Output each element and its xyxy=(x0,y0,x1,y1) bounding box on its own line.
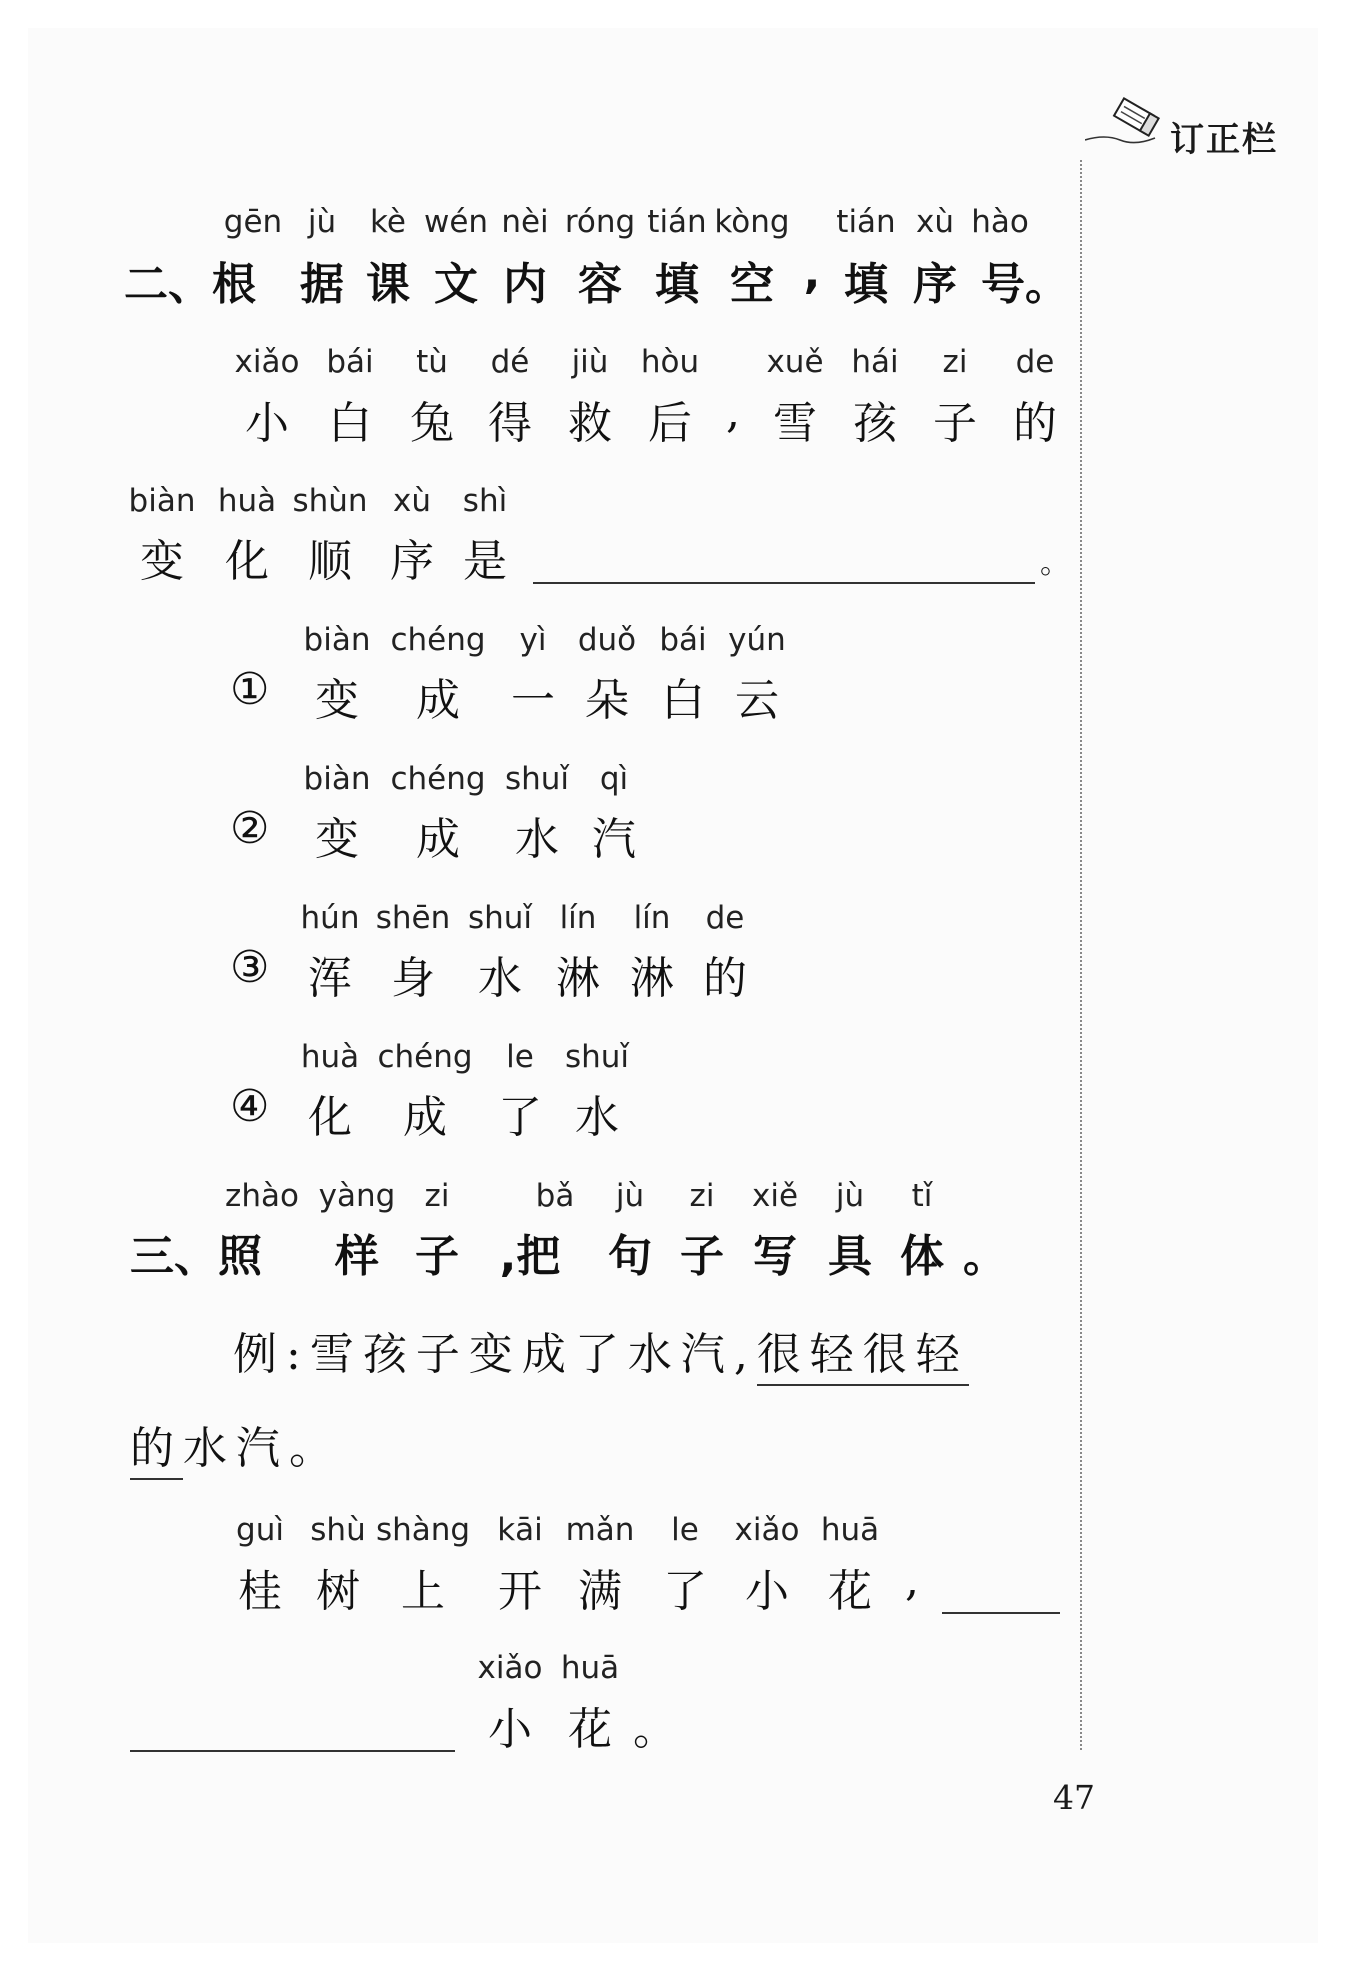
option-character: 成 xyxy=(416,814,460,865)
option-character: 汽 xyxy=(592,814,636,865)
pinyin-syllable: lín xyxy=(633,900,671,936)
pinyin-syllable: kāi xyxy=(497,1512,543,1548)
question-line2-period: 。 xyxy=(1040,546,1070,581)
exercise-character: 小 xyxy=(488,1704,532,1755)
pinyin-syllable: duǒ xyxy=(577,622,637,658)
pinyin-syllable: shùn xyxy=(292,483,368,519)
pinyin-syllable: zhào xyxy=(225,1178,299,1214)
pinyin-syllable: huà xyxy=(217,483,277,519)
title-character: 句 xyxy=(608,1231,652,1282)
title-character: 填 xyxy=(655,259,699,310)
option-character: 水 xyxy=(515,814,559,865)
option-3-number: ③ xyxy=(230,942,270,993)
answer-blank-line1[interactable] xyxy=(942,1612,1060,1614)
pinyin-syllable: guì xyxy=(236,1512,284,1548)
option-character: 了 xyxy=(498,1092,542,1143)
title-character: 课 xyxy=(366,259,410,310)
pinyin-syllable: hái xyxy=(851,344,899,380)
pinyin-syllable: shuǐ xyxy=(504,761,570,797)
pinyin-syllable: róng xyxy=(564,204,636,240)
pinyin-syllable: tù xyxy=(416,344,448,380)
title-character: 空 xyxy=(730,259,774,310)
title-character: 子 xyxy=(680,1231,724,1282)
pinyin-syllable: shàng xyxy=(375,1512,471,1548)
pinyin-syllable: yún xyxy=(728,622,786,658)
pinyin-syllable: biàn xyxy=(303,622,371,658)
question-character: 雪 xyxy=(773,398,817,449)
title-character: ,把 xyxy=(499,1231,561,1282)
option-character: 化 xyxy=(308,1092,352,1143)
option-character: 白 xyxy=(661,675,705,726)
pinyin-syllable: xù xyxy=(393,483,431,519)
pinyin-syllable: shuǐ xyxy=(467,900,533,936)
pinyin-syllable: xiǎo xyxy=(734,1512,800,1548)
question-character: 得 xyxy=(488,398,532,449)
option-character: 水 xyxy=(575,1092,619,1143)
title-character: 号。 xyxy=(981,259,1069,310)
title-character: 内 xyxy=(503,259,547,310)
pinyin-syllable: zi xyxy=(689,1178,715,1214)
example-underlined-phrase: 很轻很轻 xyxy=(757,1329,969,1386)
option-character: 成 xyxy=(416,675,460,726)
pinyin-syllable: xuě xyxy=(766,344,824,380)
exercise-character: 开 xyxy=(498,1566,542,1617)
pinyin-syllable: mǎn xyxy=(565,1512,635,1548)
pinyin-syllable: de xyxy=(705,900,745,936)
exercise-character: 满 xyxy=(578,1566,622,1617)
pinyin-syllable: chéng xyxy=(390,761,486,797)
pinyin-syllable: tián xyxy=(647,204,707,240)
pinyin-syllable: nèi xyxy=(501,204,549,240)
example-sentence xyxy=(233,1318,969,1382)
pinyin-syllable: huā xyxy=(820,1512,880,1548)
pinyin-syllable: bái xyxy=(326,344,374,380)
option-character: 一 xyxy=(511,675,555,726)
pinyin-syllable: huā xyxy=(560,1650,620,1686)
pinyin-syllable: hào xyxy=(971,204,1029,240)
exercise-character: , xyxy=(905,1555,919,1606)
question-character: 兔 xyxy=(410,398,454,449)
exercise-character: 花 xyxy=(568,1704,612,1755)
pinyin-syllable: hòu xyxy=(640,344,700,380)
title-character: 文 xyxy=(434,259,478,310)
pinyin-syllable: xù xyxy=(916,204,954,240)
title-character: 写 xyxy=(753,1231,797,1282)
title-character: 据 xyxy=(300,259,344,310)
option-2-number: ② xyxy=(230,803,270,854)
pinyin-syllable: shì xyxy=(462,483,508,519)
pinyin-syllable: jù xyxy=(615,1178,645,1214)
exercise-character: 花 xyxy=(828,1566,872,1617)
question-character: 顺 xyxy=(308,536,352,587)
answer-blank-line2[interactable] xyxy=(130,1750,455,1752)
pinyin-syllable: jù xyxy=(307,204,337,240)
option-character: 的 xyxy=(703,953,747,1004)
pinyin-syllable: shuǐ xyxy=(564,1039,630,1075)
question-character: 救 xyxy=(568,398,612,449)
option-character: 变 xyxy=(315,814,359,865)
question-character: 变 xyxy=(140,536,184,587)
pinyin-syllable: jiù xyxy=(571,344,609,380)
pinyin-syllable: biàn xyxy=(303,761,371,797)
pinyin-syllable: le xyxy=(671,1512,699,1548)
correction-column-divider xyxy=(1080,160,1082,1750)
exercise-character: 了 xyxy=(663,1566,707,1617)
pinyin-syllable: shù xyxy=(310,1512,366,1548)
exercise-character: 小 xyxy=(745,1566,789,1617)
pinyin-syllable: bǎ xyxy=(535,1178,575,1214)
pinyin-syllable: qì xyxy=(599,761,629,797)
pinyin-syllable: lín xyxy=(559,900,597,936)
question-character: 白 xyxy=(328,398,372,449)
pinyin-syllable: shēn xyxy=(375,900,451,936)
example-line2-rest: 水汽。 xyxy=(183,1423,342,1474)
question-character: 子 xyxy=(933,398,977,449)
pinyin-syllable: xiǎo xyxy=(477,1650,543,1686)
pinyin-syllable: huà xyxy=(300,1039,360,1075)
option-1-number: ① xyxy=(230,664,270,715)
answer-blank-order[interactable] xyxy=(533,582,1035,584)
pinyin-syllable: de xyxy=(1015,344,1055,380)
option-character: 成 xyxy=(403,1092,447,1143)
title-character: 序 xyxy=(913,259,957,310)
pinyin-syllable: tián xyxy=(836,204,896,240)
option-character: 淋 xyxy=(556,953,600,1004)
pinyin-syllable: xiǎo xyxy=(234,344,300,380)
title-character: , xyxy=(803,248,821,299)
example-line2-underlined: 的 xyxy=(130,1423,183,1480)
example-prefix: 例:雪孩子变成了水汽, xyxy=(233,1329,757,1380)
title-character: 三、照 xyxy=(130,1231,262,1282)
title-character: 容 xyxy=(578,259,622,310)
option-character: 变 xyxy=(315,675,359,726)
title-character: 样 xyxy=(335,1231,379,1282)
title-character: 。 xyxy=(963,1231,1007,1282)
pinyin-syllable: kòng xyxy=(714,204,790,240)
pinyin-syllable: hún xyxy=(300,900,360,936)
pinyin-syllable: gēn xyxy=(223,204,283,240)
pinyin-syllable: xiě xyxy=(751,1178,799,1214)
pinyin-syllable: yàng xyxy=(318,1178,396,1214)
exercise-character: 桂 xyxy=(238,1566,282,1617)
pinyin-syllable: jù xyxy=(835,1178,865,1214)
question-character: 孩 xyxy=(853,398,897,449)
option-character: 浑 xyxy=(308,953,352,1004)
question-character: 小 xyxy=(245,398,289,449)
pinyin-syllable: dé xyxy=(490,344,530,380)
option-character: 云 xyxy=(735,675,779,726)
pinyin-syllable: tǐ xyxy=(911,1178,933,1214)
title-character: 具 xyxy=(828,1231,872,1282)
option-character: 水 xyxy=(478,953,522,1004)
exercise-character: 树 xyxy=(316,1566,360,1617)
pinyin-syllable: chéng xyxy=(390,622,486,658)
question-character: 化 xyxy=(225,536,269,587)
page-number: 47 xyxy=(1053,1778,1095,1817)
pencil-icon xyxy=(1085,90,1175,150)
pinyin-syllable: yì xyxy=(519,622,547,658)
exercise-character: 。 xyxy=(633,1704,677,1755)
pinyin-syllable: le xyxy=(506,1039,534,1075)
question-character: 后 xyxy=(648,398,692,449)
title-character: 填 xyxy=(844,259,888,310)
title-character: 体 xyxy=(900,1231,944,1282)
option-character: 身 xyxy=(391,953,435,1004)
exercise-character: 上 xyxy=(401,1566,445,1617)
pinyin-syllable: kè xyxy=(370,204,406,240)
title-character: 子 xyxy=(415,1231,459,1282)
pinyin-syllable: bái xyxy=(659,622,707,658)
option-character: 朵 xyxy=(585,675,629,726)
title-character: 二、根 xyxy=(124,259,256,310)
question-character: 是 xyxy=(463,536,507,587)
option-character: 淋 xyxy=(630,953,674,1004)
correction-column-label: 订正栏 xyxy=(1170,120,1278,160)
example-sentence-line2 xyxy=(130,1412,342,1476)
question-character: 序 xyxy=(390,536,434,587)
pinyin-syllable: wén xyxy=(423,204,489,240)
question-character: 的 xyxy=(1013,398,1057,449)
pinyin-syllable: zi xyxy=(942,344,968,380)
pinyin-syllable: biàn xyxy=(128,483,196,519)
pinyin-syllable: zi xyxy=(424,1178,450,1214)
pinyin-syllable: chéng xyxy=(377,1039,473,1075)
question-character: , xyxy=(726,387,740,438)
option-4-number: ④ xyxy=(230,1081,270,1132)
